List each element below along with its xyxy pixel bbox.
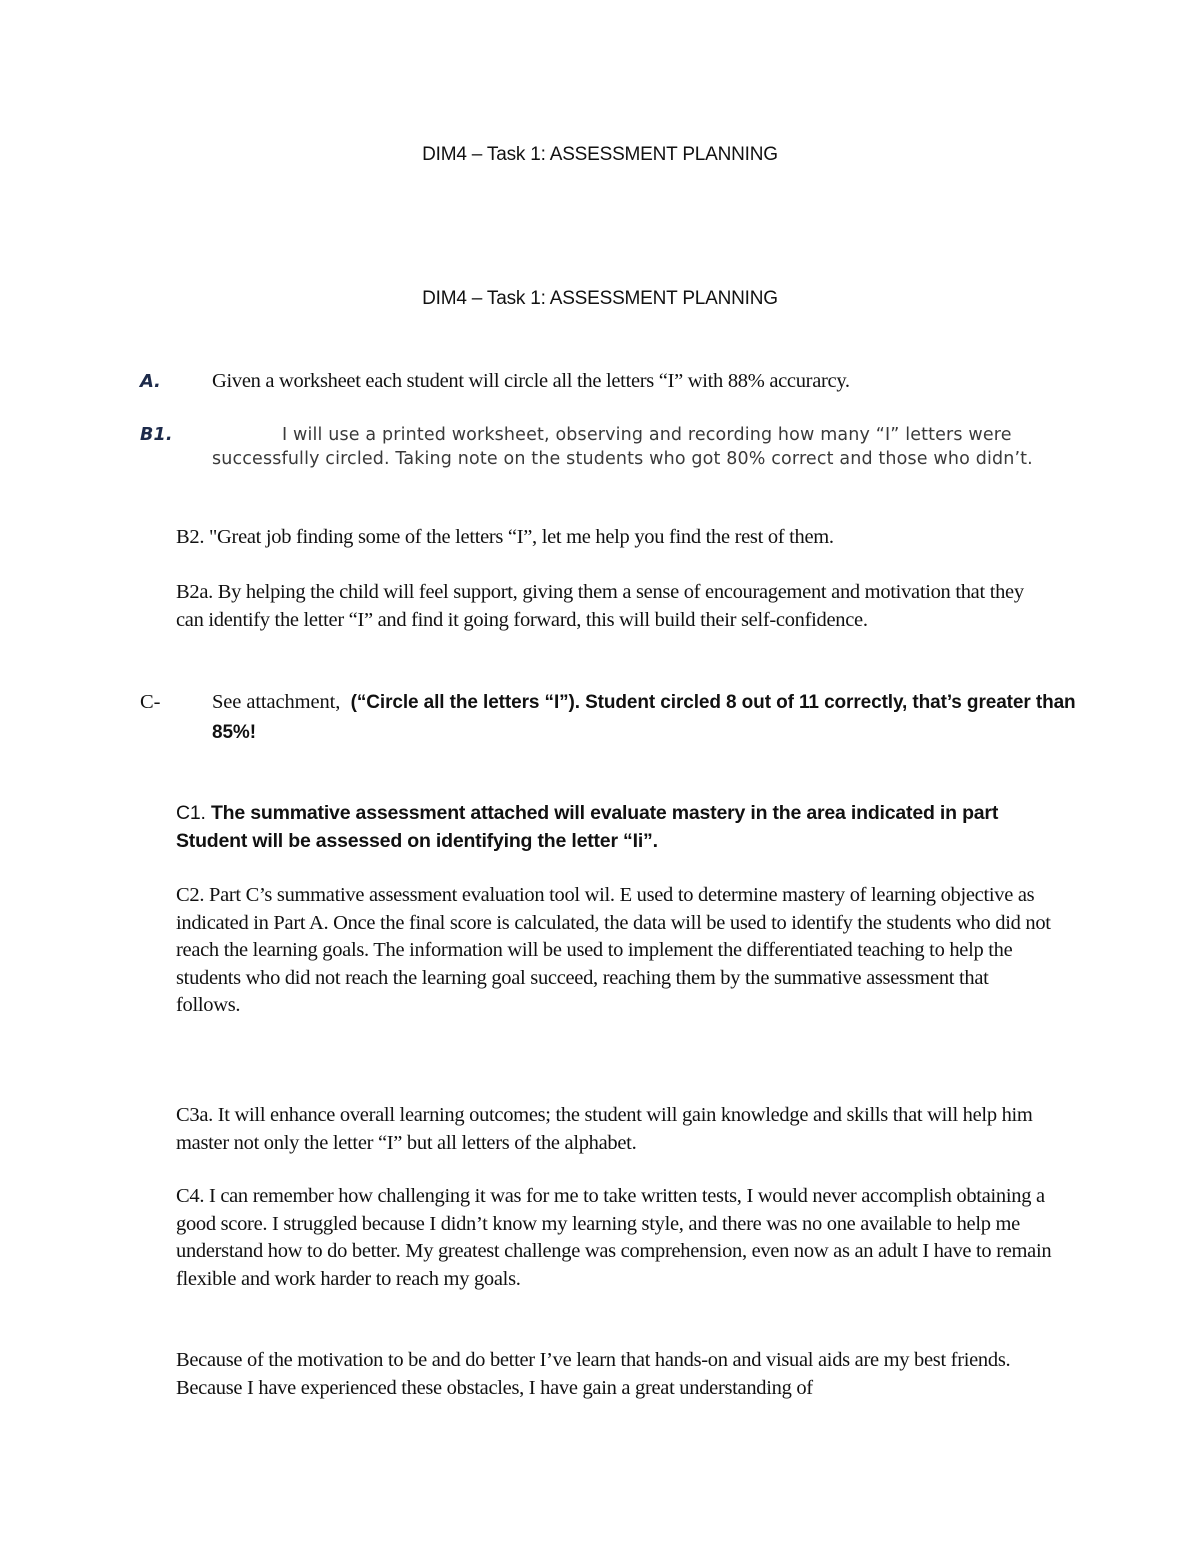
section-a (140, 368, 1092, 396)
section-c3a: C3a. It will enhance overall learning outcomes; the student will gain knowledge and skills that will help him master not only the letter “I” but all letters of the alphabet. (176, 1104, 1033, 1154)
section-a-text: Given a worksheet each student will circle all the letters “I” with 88% accurarcy. (212, 370, 850, 392)
section-b1 (140, 423, 1072, 471)
section-c-text: (“Circle all the letters “I”). Student circled 8 out of 11 correctly, that’s greater than 85%! (212, 692, 1076, 743)
header-title: DIM4 – Task 1: ASSESSMENT PLANNING (422, 144, 778, 165)
section-b1-text: I will use a printed worksheet, observing and recording how many “I” letters were successfully circled. Taking note on the students who got 80% correct and those who didn’t. (212, 425, 1033, 469)
section-c2: C2. Part C’s summative assessment evaluation tool wil. E used to determine mastery of learning objective as indicated in Part A. Once the final score is calculated, the data will be used to identify the students who did not reach the learning goals. The information will be used to implement the differentiated teaching to help the students who did not reach the learning goal succeed, reaching them by the summative assessment that follows. (176, 884, 1051, 1016)
section-c1-label: C1. (176, 802, 206, 824)
page-title: DIM4 – Task 1: ASSESSMENT PLANNING (422, 288, 778, 309)
section-motivation: Because of the motivation to be and do better I’ve learn that hands-on and visual aids are my best friends. Because I have experienced these obstacles, I have gain a great understanding of (176, 1349, 1011, 1399)
section-a-label: A. (140, 371, 161, 392)
section-b2: B2. "Great job finding some of the letters “I”, let me help you find the rest of them. (176, 526, 834, 548)
section-c-label: C- (140, 691, 161, 713)
section-c1-text: The summative assessment attached will evaluate mastery in the area indicated in part Student will be assessed on identifying the letter “Ii”. (176, 802, 999, 852)
section-c1 (176, 799, 1056, 855)
section-c4: C4. I can remember how challenging it was for me to take written tests, I would never accomplish obtaining a good score. I struggled because I didn’t know my learning style, and there was no one available to help me understand how to do better. My greatest challenge was comprehension, even now as an adult I have to remain flexible and work harder to reach my goals. (176, 1185, 1052, 1290)
section-c-lead: See attachment, (212, 691, 341, 713)
section-c (140, 687, 1092, 748)
section-b1-label: B1. (140, 425, 173, 445)
section-b2a: B2a. By helping the child will feel support, giving them a sense of encouragement and motivation that they can identify the letter “I” and find it going forward, this will build their self-confidence. (176, 581, 1024, 631)
